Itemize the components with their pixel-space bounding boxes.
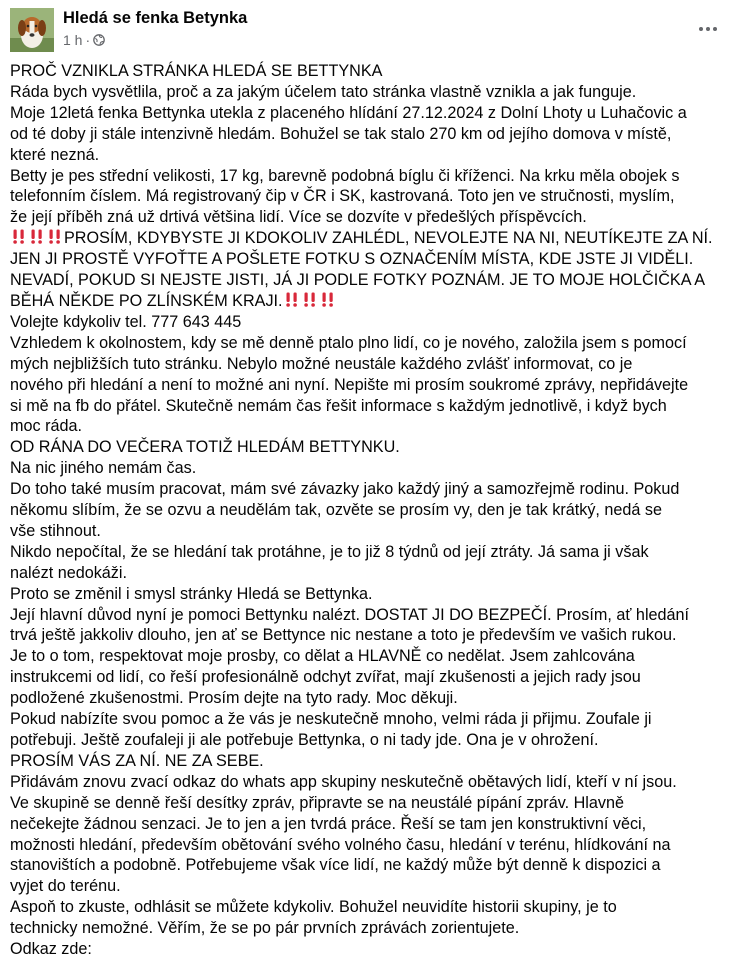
post-text-line bbox=[10, 82, 728, 103]
post-text-line bbox=[10, 646, 728, 667]
more-options-button[interactable] bbox=[693, 14, 723, 44]
double-exclamation-emoji-icon bbox=[28, 228, 45, 245]
meta-separator: · bbox=[85, 32, 91, 48]
post-text: od té doby ji stále intenzivně hledám. Bohužel se tak stalo 270 km od jejího domova v místě, bbox=[10, 124, 672, 143]
double-exclamation-emoji-icon bbox=[319, 291, 336, 308]
post-text-line bbox=[10, 730, 728, 751]
post-text-line bbox=[10, 291, 728, 312]
post-text: nečekejte žádnou senzaci. Je to jen a jen tvrdá práce. Řeší se tam jen konstruktivní věci, bbox=[10, 814, 647, 833]
post-text: nalézt nedokáži. bbox=[10, 563, 127, 582]
post-text: vše stihnout. bbox=[10, 521, 101, 540]
post-text: Vzhledem k okolnostem, kdy se mě denně ptalo plno lidí, co je nového, založila jsem s pomocí bbox=[10, 333, 687, 352]
post-text: podložené zkušenostmi. Prosím dejte na tyto rady. Moc děkuji. bbox=[10, 689, 458, 708]
post-text-line bbox=[10, 855, 728, 876]
post-text: Odkaz zde: bbox=[10, 940, 92, 959]
double-exclamation-emoji-icon bbox=[301, 291, 318, 308]
post-text: moc ráda. bbox=[10, 417, 82, 436]
post-text: Její hlavní důvod nyní je pomoci Bettynku nalézt. DOSTAT JI DO BEZPEČÍ. Prosím, ať hledání bbox=[10, 605, 690, 624]
post-text-line bbox=[10, 186, 728, 207]
post-header bbox=[10, 8, 725, 54]
post-text-line bbox=[10, 542, 728, 563]
post-text-line bbox=[10, 437, 728, 458]
post-text: PROČ VZNIKLA STRÁNKA HLEDÁ SE BETTYNKA bbox=[10, 62, 383, 80]
post-timestamp[interactable]: 1 h bbox=[63, 32, 83, 48]
post-text: Na nic jiného nemám čas. bbox=[10, 459, 197, 478]
post-text: Pokud nabízíte svou pomoc a že vás je neskutečně mnoho, velmi ráda ji přijmu. Zoufale ji bbox=[10, 710, 652, 729]
post-text: vyjet do terénu. bbox=[10, 877, 121, 896]
post-text: Betty je pes střední velikosti, 17 kg, barevně podobná bíglu či kříženci. Na krku měla obojek s bbox=[10, 166, 680, 185]
post-text: instrukcemi od lidí, co řeší profesionálně odchyt zvířat, mají zkušenosti a jejich rady jsou bbox=[10, 668, 641, 687]
post-text: NEVADÍ, POKUD SI NEJSTE JISTI, JÁ JI PODLE FOTKY POZNÁM. JE TO MOJE HOLČIČKA A bbox=[10, 271, 706, 290]
double-exclamation-emoji-icon bbox=[46, 228, 63, 245]
post-text-line bbox=[10, 918, 728, 939]
post-text-line bbox=[10, 584, 728, 605]
post-text-line bbox=[10, 312, 728, 333]
post-text-line bbox=[10, 521, 728, 542]
post-text: Do toho také musím pracovat, mám své závazky jako každý jiný a samozřejmě rodinu. Pokud bbox=[10, 480, 680, 499]
page-name-link[interactable]: Hledá se fenka Betynka bbox=[63, 9, 248, 27]
double-exclamation-emoji-icon bbox=[10, 228, 27, 245]
post-body bbox=[10, 61, 728, 960]
post-text: JEN JI PROSTĚ VYFOŤTE A POŠLETE FOTKU S OZNAČENÍM MÍSTA, KDE JSTE JI VIDĚLI. bbox=[10, 250, 694, 269]
post-text-line bbox=[10, 688, 728, 709]
post-text: OD RÁNA DO VEČERA TOTIŽ HLEDÁM BETTYNKU. bbox=[10, 438, 400, 457]
post-text-line bbox=[10, 103, 728, 124]
post-text-line bbox=[10, 396, 728, 417]
post-text: si mě na fb do přátel. Skutečně nemám čas řešit informace s každým jednotlivě, i když bych bbox=[10, 396, 667, 415]
post-text-line bbox=[10, 166, 728, 187]
post-text-line bbox=[10, 939, 728, 960]
post-text-line bbox=[10, 333, 728, 354]
post-text: Přidávám znovu zvací odkaz do whats app skupiny neskutečně obětavých lidí, kteří v ní jsou. bbox=[10, 772, 677, 791]
post-text: Volejte kdykoliv tel. 777 643 445 bbox=[10, 312, 242, 331]
post-text-line bbox=[10, 375, 728, 396]
post-text-line bbox=[10, 625, 728, 646]
post-text: Nikdo nepočítal, že se hledání tak protáhne, je to již 8 týdnů od její ztráty. Já sama ji však bbox=[10, 542, 649, 561]
post-text: trvá ještě jakkoliv dlouho, jen ať se Bettynce nic nestane a toto je především ve vašich rukou. bbox=[10, 626, 677, 645]
post-text: stanovištích a podobně. Potřebujeme však více lidí, ne každý může být denně k dispozici a bbox=[10, 856, 661, 875]
post-text: Ve skupině se denně řeší desítky zpráv, připravte se na neustálé pípání zpráv. Hlavně bbox=[10, 793, 624, 812]
post-text-line bbox=[10, 61, 728, 82]
post-text-line bbox=[10, 249, 728, 270]
post-text: Proto se změnil i smysl stránky Hledá se Bettynka. bbox=[10, 584, 373, 603]
post-text: které nezná. bbox=[10, 145, 100, 164]
post-text-line bbox=[10, 124, 728, 145]
post-text-line bbox=[10, 667, 728, 688]
post-text: telefonním číslem. Má registrovaný čip v ČR i SK, kastrovaná. Toto jen ve stručnosti, myslím, bbox=[10, 187, 675, 206]
post-text-line bbox=[10, 897, 728, 918]
post-text: potřebuji. Ještě zoufaleji ji ale potřebuje Bettynka, o ni tady jde. Ona je v ohrožení. bbox=[10, 731, 599, 749]
post-text: Ráda bych vysvětlila, proč a za jakým účelem tato stránka vlastně vznikla a jak funguje. bbox=[10, 82, 637, 101]
post-text-line bbox=[10, 354, 728, 375]
post-text-line bbox=[10, 458, 728, 479]
post-text-line bbox=[10, 876, 728, 897]
post-text-line bbox=[10, 145, 728, 166]
post-text: PROSÍM VÁS ZA NÍ. NE ZA SEBE. bbox=[10, 751, 264, 770]
dog-avatar-icon bbox=[10, 8, 54, 52]
post-text: technicky nemožné. Věřím, že se po pár prvních zprávách zorientujete. bbox=[10, 919, 520, 938]
globe-icon[interactable] bbox=[93, 34, 105, 46]
post-text: nového při hledání a není to možné ani nyní. Nepište mi prosím soukromé zprávy, nepřidávejte bbox=[10, 375, 689, 394]
post-text-line bbox=[10, 416, 728, 437]
post-text-line bbox=[10, 563, 728, 584]
post-text-line bbox=[10, 835, 728, 856]
post-text: že její příběh zná už drtivá většina lidí. Více se dozvíte v předešlých příspěvcích. bbox=[10, 208, 587, 227]
post-text-line bbox=[10, 751, 728, 772]
page-avatar[interactable] bbox=[10, 8, 54, 52]
post-text: možnosti hledání, především obětování svého volného času, hledání v terénu, hlídkování na bbox=[10, 835, 671, 854]
post-text: BĚHÁ NĚKDE PO ZLÍNSKÉM KRAJI. bbox=[10, 291, 283, 310]
post-text: PROSÍM, KDYBYSTE JI KDOKOLIV ZAHLÉDL, NEVOLEJTE NA NI, NEUTÍKEJTE ZA NÍ. bbox=[64, 229, 713, 248]
post-text-line bbox=[10, 207, 728, 228]
post-text: mých nejbližších tuto stránku. Nebylo možné neustále každého zvlášť informovat, co je bbox=[10, 354, 633, 373]
post-text-line bbox=[10, 270, 728, 291]
post-text-line bbox=[10, 709, 728, 730]
post-text-line bbox=[10, 228, 728, 249]
post-text-line bbox=[10, 605, 728, 626]
post-text: Aspoň to zkuste, odhlásit se můžete kdykoliv. Bohužel neuvidíte historii skupiny, je to bbox=[10, 898, 617, 917]
post-text-line bbox=[10, 793, 728, 814]
post-text-line bbox=[10, 814, 728, 835]
post-text-line bbox=[10, 772, 728, 793]
post-text: někomu slíbím, že se ozvu a neudělám tak, ozvěte se prosím vy, den je tak krátký, nedá se bbox=[10, 501, 663, 520]
post-text-line bbox=[10, 479, 728, 500]
post-text-line bbox=[10, 500, 728, 521]
more-horizontal-icon bbox=[698, 26, 718, 32]
double-exclamation-emoji-icon bbox=[283, 291, 300, 308]
post-text: Je to o tom, respektovat moje prosby, co dělat a HLAVNĚ co nedělat. Jsem zahlcována bbox=[10, 647, 635, 666]
post-text: Moje 12letá fenka Bettynka utekla z placeného hlídání 27.12.2024 z Dolní Lhoty u Luhačovic a bbox=[10, 103, 687, 122]
post-meta bbox=[63, 32, 105, 48]
